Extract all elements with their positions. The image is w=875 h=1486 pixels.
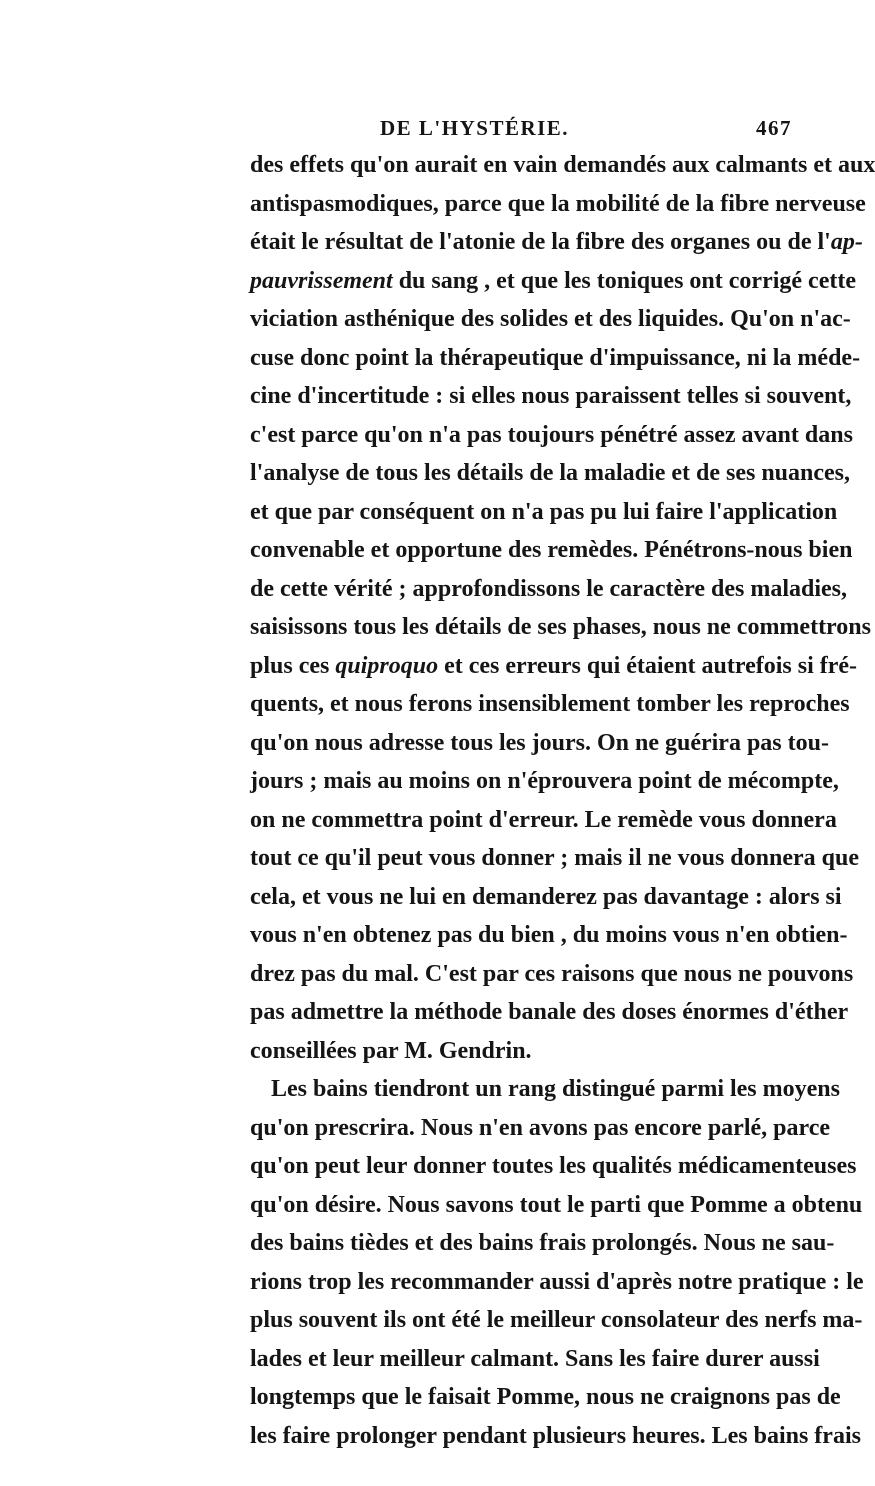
text-line: [250, 223, 863, 262]
text-line: vous n'en obtenez pas du bien , du moins vous n'en obtien-: [250, 922, 848, 948]
text-line: lades et leur meilleur calmant. Sans les faire durer aussi: [250, 1345, 820, 1372]
text-segment: était le résultat de l'atonie de la fibre des organes ou de l': [250, 229, 831, 255]
text-line: cine d'incertitude : si elles nous paraissent telles si souvent,: [250, 383, 852, 409]
text-segment: et ces erreurs qui étaient autrefois si fré-: [438, 652, 858, 679]
text-line: les faire prolonger pendant plusieurs heures. Les bains frais: [250, 1422, 861, 1449]
running-head: [252, 116, 792, 146]
text-line: qu'on peut leur donner toutes les qualités médicamenteuses: [250, 1153, 857, 1179]
text-line: des bains tièdes et des bains frais prolongés. Nous ne sau-: [250, 1230, 835, 1256]
text-line: et que par conséquent on n'a pas pu lui faire l'application: [250, 498, 838, 525]
text-line: tout ce qu'il peut vous donner ; mais il ne vous donnera que: [250, 845, 859, 871]
text-line: qu'on nous adresse tous les jours. On ne guérira pas tou-: [250, 729, 829, 756]
text-segment: plus ces: [250, 652, 336, 679]
text-line: cuse donc point la thérapeutique d'impuissance, ni la méde-: [250, 344, 861, 371]
text-line: rions trop les recommander aussi d'après notre pratique : le: [250, 1268, 864, 1295]
text-line: convenable et opportune des remèdes. Pénétrons-nous bien: [250, 537, 853, 563]
text-line: jours ; mais au moins on n'éprouvera point de mécompte,: [250, 768, 839, 794]
italic-term: ap-: [830, 229, 863, 255]
text-line: l'analyse de tous les détails de la maladie et de ses nuances,: [250, 460, 851, 486]
text-segment: du sang , et que les toniques ont corrigé cette: [398, 267, 856, 294]
text-line: quents, et nous ferons insensiblement tomber les reproches: [250, 691, 850, 717]
text-line: c'est parce qu'on n'a pas toujours pénétré assez avant dans: [250, 421, 853, 448]
text-line: antispasmodiques, parce que la mobilité de la fibre nerveuse: [250, 190, 866, 217]
page-number: 467: [756, 116, 792, 140]
text-line: saisissons tous les détails de ses phases, nous ne commettrons: [250, 614, 871, 640]
text-line: pas admettre la méthode banale des doses énormes d'éther: [250, 999, 849, 1025]
italic-term: quiproquo: [335, 652, 439, 679]
text-line: drez pas du mal. C'est par ces raisons que nous ne pouvons: [250, 960, 854, 987]
text-line: plus souvent ils ont été le meilleur consolateur des nerfs ma-: [250, 1307, 863, 1333]
running-title: DE L'HYSTÉRIE.: [380, 116, 570, 140]
text-line: Les bains tiendront un rang distingué parmi les moyens: [271, 1076, 840, 1102]
text-line: des effets qu'on aurait en vain demandés aux calmants et aux: [250, 152, 875, 178]
text-line: [250, 262, 856, 301]
text-line: cela, et vous ne lui en demanderez pas davantage : alors si: [250, 883, 842, 910]
text-line: [250, 647, 858, 686]
text-line: qu'on désire. Nous savons tout le parti que Pomme a obtenu: [250, 1191, 863, 1218]
italic-term: pauvrissement: [250, 267, 393, 294]
text-line: qu'on prescrira. Nous n'en avons pas encore parlé, parce: [250, 1114, 831, 1141]
text-line: de cette vérité ; approfondissons le caractère des maladies,: [250, 575, 847, 602]
body-text: [250, 146, 875, 1455]
text-line: longtemps que le faisait Pomme, nous ne craignons pas de: [250, 1384, 841, 1410]
text-line: on ne commettra point d'erreur. Le remède vous donnera: [250, 806, 837, 833]
text-line: conseillées par M. Gendrin.: [250, 1037, 532, 1064]
text-line: viciation asthénique des solides et des liquides. Qu'on n'ac-: [250, 306, 851, 332]
